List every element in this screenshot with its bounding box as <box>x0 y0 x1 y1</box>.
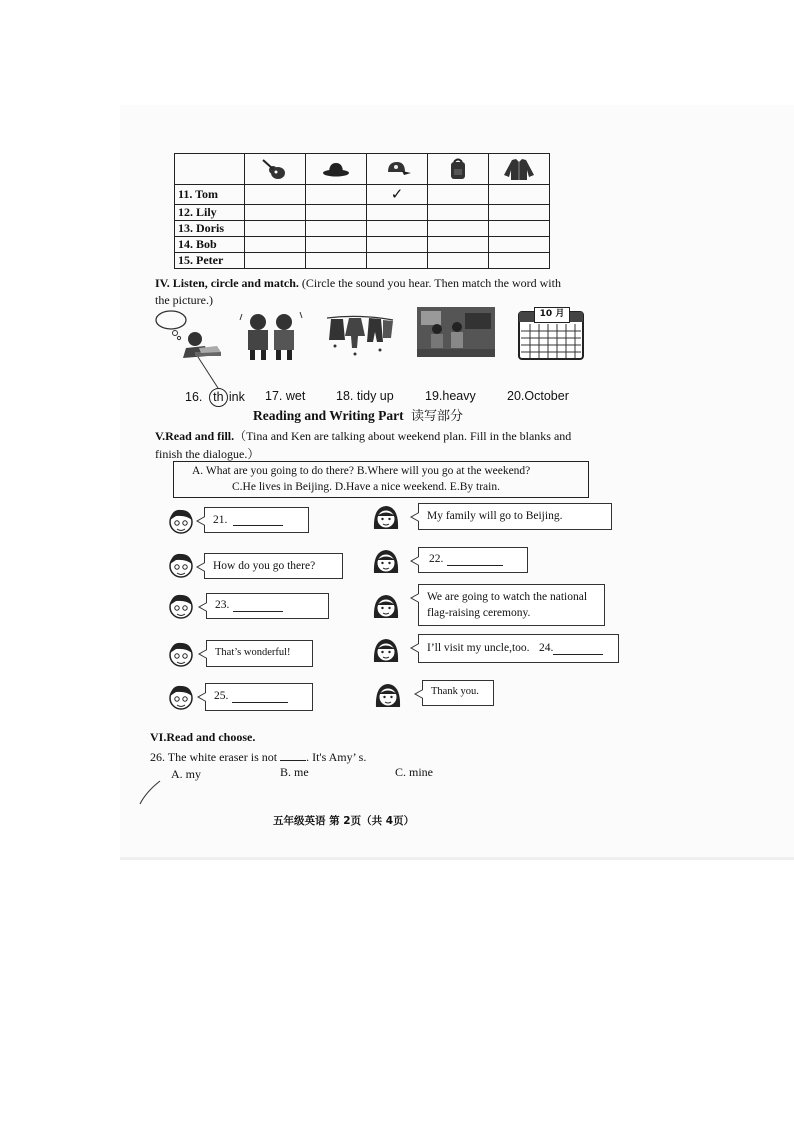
option-a[interactable]: A. my <box>171 767 201 781</box>
boy-avatar <box>166 683 196 713</box>
word-20: 20.October <box>507 389 569 403</box>
pencil-stroke-mark <box>138 778 164 808</box>
option-b[interactable]: B. me <box>280 765 309 779</box>
word-18: 18. tidy up <box>336 389 394 403</box>
answer-bubble-25[interactable]: 25. <box>205 683 313 711</box>
speech-bubble: My family will go to Beijing. <box>418 503 612 530</box>
table-row: 13. Doris <box>175 221 550 237</box>
page-footer: 五年级英语 第 2页（共 4页） <box>273 815 415 827</box>
hat-icon <box>306 154 367 185</box>
girl-avatar <box>373 681 403 711</box>
cap-icon <box>367 154 428 185</box>
section5-instruction-cont: finish the dialogue.） <box>155 447 260 461</box>
boy-avatar <box>166 592 196 622</box>
jacket-icon <box>489 154 550 185</box>
answer-bubble-22[interactable]: 22. <box>418 547 528 573</box>
word-16: 16. th ink <box>185 388 245 407</box>
speech-bubble: We are going to watch the national flag-raising ceremony. <box>418 584 605 626</box>
boy-avatar <box>166 507 196 537</box>
speech-bubble: Thank you. <box>422 680 494 706</box>
paper-edge <box>120 857 794 860</box>
answer-bubble-24[interactable]: I’ll visit my uncle,too. 24. <box>418 634 619 663</box>
table-row: 11. Tom ✓ <box>175 185 550 205</box>
table-header-row <box>175 154 550 185</box>
listening-table <box>174 153 550 269</box>
options-box: A. What are you going to do there? B.Where will you go at the weekend? C.He lives in Beijing. D.Have a nice weekend. E.By train. <box>173 461 589 498</box>
girl-avatar <box>371 503 401 533</box>
girl-avatar <box>371 636 401 666</box>
schoolbag-icon <box>428 154 489 185</box>
guitar-icon <box>245 154 306 185</box>
blank-23[interactable] <box>233 611 283 612</box>
check-mark[interactable]: ✓ <box>367 185 428 205</box>
section4-instruction-cont: the picture.) <box>155 293 213 307</box>
girl-avatar <box>371 547 401 577</box>
section4-heading: IV. Listen, circle and match. (Circle the sound you hear. Then match the word with <box>155 276 561 290</box>
answer-bubble-23[interactable]: 23. <box>206 593 329 619</box>
table-row: 14. Bob <box>175 237 550 253</box>
wet-clothes-picture <box>325 312 395 358</box>
part-title: Reading and Writing Part 读写部分 <box>253 408 464 424</box>
blank-25[interactable] <box>232 702 288 703</box>
blank-24[interactable] <box>553 654 603 655</box>
section5-heading: V.Read and fill.（Tina and Ken are talking about weekend plan. Fill in the blanks and <box>155 429 572 443</box>
table-row: 15. Peter <box>175 253 550 269</box>
section6-heading: VI.Read and choose. <box>150 730 256 744</box>
boy-avatar <box>166 551 196 581</box>
girl-avatar <box>371 592 401 622</box>
word-17: 17. wet <box>265 389 306 403</box>
october-calendar-picture <box>518 306 584 360</box>
wet-children-picture <box>238 310 308 362</box>
table-row: 12. Lily <box>175 205 550 221</box>
option-c[interactable]: C. mine <box>395 765 433 779</box>
blank-22[interactable] <box>447 565 503 566</box>
thinking-boy-picture <box>153 306 225 362</box>
word-19: 19.heavy <box>425 389 476 403</box>
question-26: 26. The white eraser is not . It's Amy’ s. <box>150 750 367 764</box>
speech-bubble: How do you go there? <box>204 553 343 579</box>
boy-avatar <box>166 640 196 670</box>
calendar-month-label: 10 月 <box>534 307 570 323</box>
tidy-up-room-picture <box>417 307 495 357</box>
blank-26[interactable] <box>280 750 306 761</box>
circled-sound: th <box>209 388 228 407</box>
answer-bubble-21[interactable]: 21. <box>204 507 309 533</box>
speech-bubble: That’s wonderful! <box>206 640 313 667</box>
match-line <box>196 355 226 391</box>
blank-21[interactable] <box>233 525 283 526</box>
